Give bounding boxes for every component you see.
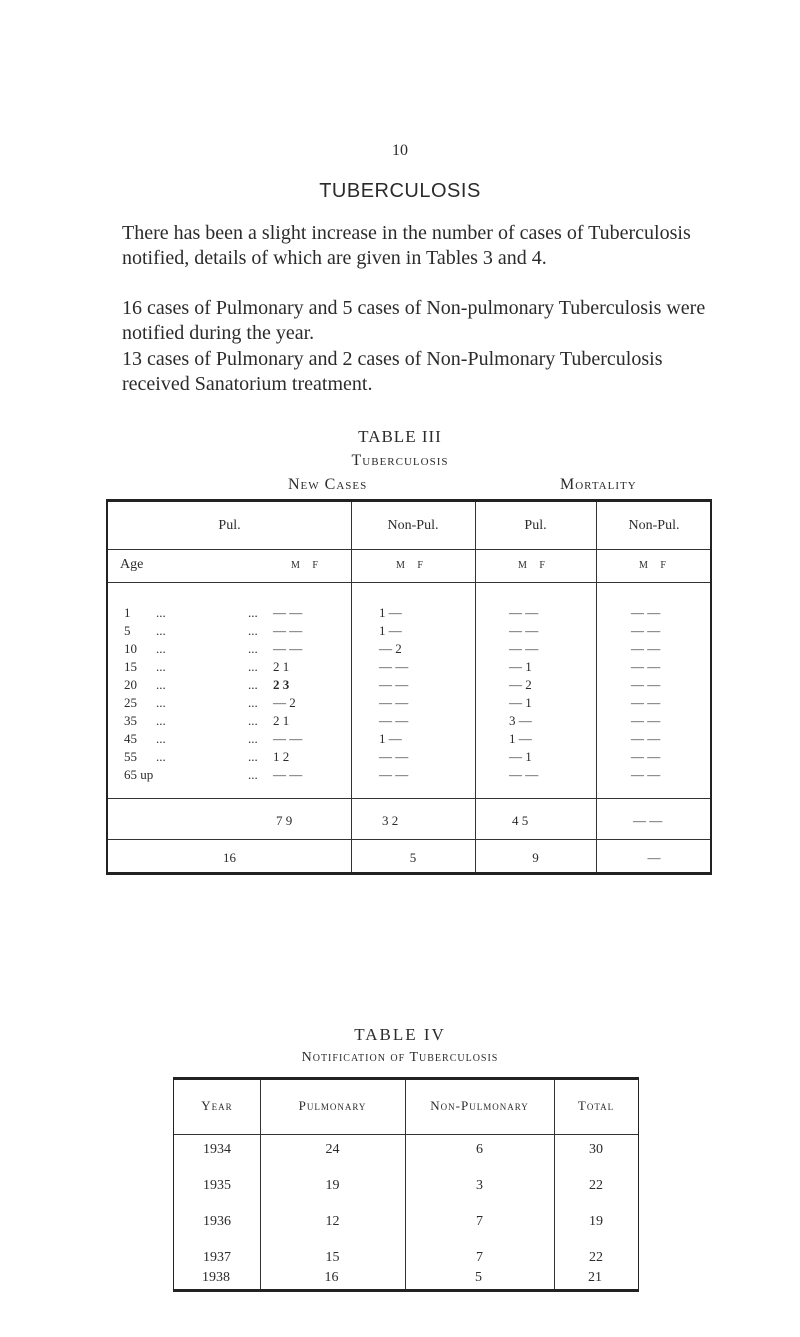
- new-nonpul-cell: — —: [379, 677, 409, 692]
- mort-pul-cell: — 1: [509, 749, 532, 764]
- table3-mf-label: M F: [396, 560, 428, 571]
- age-cell: 55: [124, 749, 137, 764]
- total-new-nonpul: 5: [409, 850, 417, 865]
- mort-nonpul-cell: — —: [631, 749, 661, 764]
- table3: [106, 499, 712, 875]
- total-new-pul: 16: [223, 850, 236, 865]
- total-cell: 21: [588, 1270, 602, 1285]
- paragraph-increase: There has been a slight increase in the number of cases of Tuberculosis notified, details of which are given in Tables 3 and 4.: [122, 222, 691, 269]
- table3-group-mortality: Mortality: [560, 476, 637, 493]
- table4-subtitle: Notification of Tuberculosis: [301, 1050, 499, 1065]
- table3-subtitle: Tuberculosis: [351, 452, 449, 469]
- dots-cell: ...: [248, 767, 258, 782]
- year-cell: 1938: [202, 1270, 230, 1285]
- total-mort-pul: 9: [532, 850, 539, 865]
- table4-row: [174, 1142, 638, 1162]
- dots-cell: ...: [248, 731, 258, 746]
- mort-pul-cell: — —: [509, 605, 539, 620]
- dots-cell: ...: [248, 695, 258, 710]
- mort-nonpul-cell: — —: [631, 623, 661, 638]
- new-nonpul-cell: 1 —: [379, 623, 402, 638]
- year-cell: 1935: [203, 1178, 231, 1193]
- section-heading: TUBERCULOSIS: [319, 180, 481, 202]
- table4-header-nonpulmonary: Non-Pulmonary: [430, 1098, 529, 1113]
- new-pul-cell: — —: [273, 605, 303, 620]
- table3-rule: [108, 549, 710, 550]
- new-pul-cell: 2 1: [273, 713, 290, 728]
- mort-nonpul-cell: — —: [631, 767, 661, 782]
- mort-nonpul-cell: — —: [631, 713, 661, 728]
- table3-header-new-pul: Pul.: [218, 518, 241, 533]
- table4-title: TABLE IV: [354, 1025, 446, 1044]
- total-mf-cell: 4 5: [512, 813, 529, 828]
- dots-cell: ...: [248, 677, 258, 692]
- dots-cell: ...: [248, 659, 258, 674]
- table3-row: [108, 767, 710, 785]
- table3-age-label: Age: [120, 557, 144, 572]
- mort-nonpul-cell: — —: [631, 731, 661, 746]
- new-pul-cell: — —: [273, 641, 303, 656]
- table3-row: [108, 677, 710, 695]
- year-cell: 1934: [203, 1142, 231, 1157]
- table3-header-mort-nonpul: Non-Pul.: [628, 518, 680, 533]
- age-cell: 15: [124, 659, 137, 674]
- new-pul-cell: — —: [273, 767, 303, 782]
- table3-row: [108, 731, 710, 749]
- paragraph-notified: 16 cases of Pulmonary and 5 cases of Non-pulmonary Tuberculosis were notified during the year.: [122, 297, 706, 344]
- age-cell: 1: [124, 605, 131, 620]
- table3-row: [108, 659, 710, 677]
- new-nonpul-cell: — —: [379, 713, 409, 728]
- age-cell: 5: [124, 623, 131, 638]
- dots-cell: ...: [156, 749, 166, 764]
- pulmonary-cell: 15: [325, 1250, 340, 1265]
- total-mf-cell: 3 2: [382, 813, 399, 828]
- new-nonpul-cell: — —: [379, 695, 409, 710]
- new-nonpul-cell: 1 —: [379, 605, 402, 620]
- total-mort-nonpul: —: [647, 850, 661, 865]
- total-mf-cell: 7 9: [276, 813, 293, 828]
- new-pul-cell: 2 3: [273, 677, 290, 692]
- table3-mf-label: M F: [291, 560, 323, 571]
- mort-pul-cell: — —: [509, 641, 539, 656]
- new-pul-cell: 1 2: [273, 749, 290, 764]
- table3-row: [108, 749, 710, 767]
- table3-totals-mf-row: [108, 813, 710, 831]
- table3-rule: [108, 582, 710, 583]
- new-nonpul-cell: — 2: [379, 641, 402, 656]
- age-cell: 25: [124, 695, 137, 710]
- total-cell: 30: [589, 1142, 603, 1157]
- mort-pul-cell: 3 —: [509, 713, 532, 728]
- mort-nonpul-cell: — —: [631, 605, 661, 620]
- age-cell: 65 up: [124, 767, 154, 782]
- nonpulmonary-cell: 6: [476, 1142, 483, 1157]
- table4-row: [174, 1214, 638, 1234]
- total-cell: 22: [589, 1250, 603, 1265]
- dots-cell: ...: [156, 713, 166, 728]
- dots-cell: ...: [248, 623, 258, 638]
- table3-rule: [108, 798, 710, 799]
- new-nonpul-cell: — —: [379, 659, 409, 674]
- new-nonpul-cell: 1 —: [379, 731, 402, 746]
- dots-cell: ...: [156, 605, 166, 620]
- table4-row: [174, 1250, 638, 1270]
- pulmonary-cell: 24: [325, 1142, 340, 1157]
- year-cell: 1937: [203, 1250, 231, 1265]
- table4-header-total: Total: [577, 1098, 615, 1113]
- table3-row: [108, 641, 710, 659]
- table3-rule: [108, 839, 710, 840]
- new-pul-cell: — —: [273, 731, 303, 746]
- table4-rule: [174, 1134, 638, 1135]
- new-nonpul-cell: — —: [379, 767, 409, 782]
- total-cell: 19: [589, 1214, 603, 1229]
- dots-cell: ...: [248, 713, 258, 728]
- nonpulmonary-cell: 5: [475, 1270, 482, 1285]
- dots-cell: ...: [156, 731, 166, 746]
- table3-row: [108, 695, 710, 713]
- dots-cell: ...: [248, 605, 258, 620]
- age-cell: 10: [124, 641, 137, 656]
- table3-row: [108, 605, 710, 623]
- new-pul-cell: — 2: [273, 695, 296, 710]
- table4-row: [173, 1270, 639, 1290]
- table3-mf-label: M F: [518, 560, 550, 571]
- table4-header-year: Year: [201, 1098, 233, 1113]
- dots-cell: ...: [248, 641, 258, 656]
- dots-cell: ...: [156, 695, 166, 710]
- mort-pul-cell: — 2: [509, 677, 532, 692]
- mort-nonpul-cell: — —: [631, 695, 661, 710]
- mort-pul-cell: — 1: [509, 659, 532, 674]
- dots-cell: ...: [156, 659, 166, 674]
- total-cell: 22: [589, 1178, 603, 1193]
- mort-pul-cell: — 1: [509, 695, 532, 710]
- dots-cell: ...: [248, 749, 258, 764]
- table3-header-new-nonpul: Non-Pul.: [387, 518, 439, 533]
- table3-group-new-cases: New Cases: [288, 476, 368, 493]
- mort-pul-cell: — —: [509, 623, 539, 638]
- table3-row: [108, 713, 710, 731]
- nonpulmonary-cell: 3: [476, 1178, 483, 1193]
- paragraph-sanatorium: 13 cases of Pulmonary and 2 cases of Non-Pulmonary Tuberculosis received Sanatorium treatment.: [122, 348, 663, 395]
- year-cell: 1936: [203, 1214, 231, 1229]
- table3-header-mort-pul: Pul.: [524, 518, 547, 533]
- dots-cell: ...: [156, 677, 166, 692]
- pulmonary-cell: 12: [325, 1214, 340, 1229]
- table3-title: TABLE III: [358, 427, 442, 446]
- mort-pul-cell: — —: [509, 767, 539, 782]
- new-nonpul-cell: — —: [379, 749, 409, 764]
- table3-row: [108, 623, 710, 641]
- age-cell: 35: [124, 713, 137, 728]
- nonpulmonary-cell: 7: [476, 1250, 483, 1265]
- mort-pul-cell: 1 —: [509, 731, 532, 746]
- new-pul-cell: — —: [273, 623, 303, 638]
- table4: [173, 1077, 639, 1292]
- pulmonary-cell: 16: [324, 1270, 339, 1285]
- page-number: 10: [392, 142, 408, 159]
- mort-nonpul-cell: — —: [631, 641, 661, 656]
- pulmonary-cell: 19: [325, 1178, 340, 1193]
- nonpulmonary-cell: 7: [476, 1214, 483, 1229]
- mort-nonpul-cell: — —: [631, 677, 661, 692]
- total-mf-cell: — —: [633, 813, 663, 828]
- mort-nonpul-cell: — —: [631, 659, 661, 674]
- table4-row: [174, 1178, 638, 1198]
- table3-mf-label: M F: [639, 560, 671, 571]
- age-cell: 20: [124, 677, 137, 692]
- dots-cell: ...: [156, 623, 166, 638]
- new-pul-cell: 2 1: [273, 659, 290, 674]
- age-cell: 45: [124, 731, 137, 746]
- table4-header-pulmonary: Pulmonary: [298, 1098, 367, 1113]
- dots-cell: ...: [156, 641, 166, 656]
